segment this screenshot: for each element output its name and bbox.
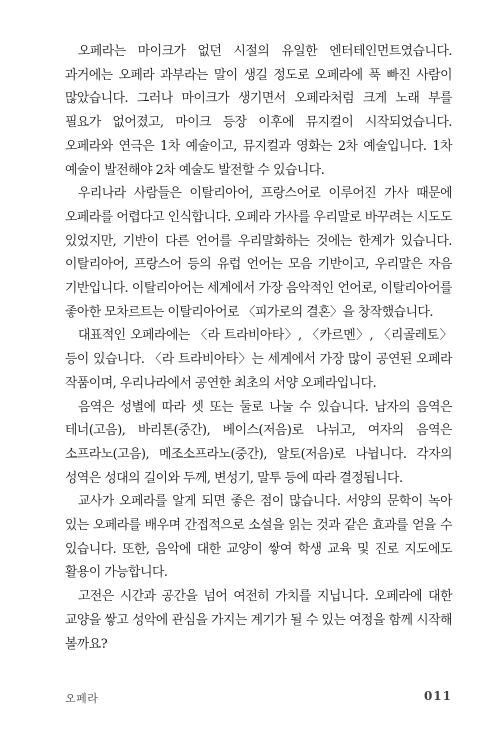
body-text xyxy=(65,40,452,656)
running-footer-title: 오페라 xyxy=(65,692,99,705)
paragraph-4: 음역은 성별에 따라 셋 또는 둘로 나눌 수 있습니다. 남자의 음역은 테너(고음), 바리톤(중간), 베이스(저음)로 나뉘고, 여자의 음역은 소프라노(고음), 메조소프라노(중간), 알토(저음)로 나뉩니다. 각자의 성역은 성대의 길이와 두께, 변성기, 말투 등에 따라 결정됩니다. xyxy=(65,399,452,486)
paragraph-1: 오페라는 마이크가 없던 시절의 유일한 엔터테인먼트였습니다. 과거에는 오페라 과부라는 말이 생길 정도로 오페라에 푹 빠진 사람이 많았습니다. 그러나 마이크가 생기면서 오페라처럼 크게 노래 부를 필요가 없어졌고, 마이크 등장 이후에 뮤지컬이 시작되었습니다. 오페라와 연극은 1차 예술이고, 뮤지컬과 영화는 2차 예술입니다. 1차 예술이 발전해야 2차 예술도 발전할 수 있습니다. xyxy=(65,44,452,178)
paragraph-5: 교사가 오페라를 알게 되면 좋은 점이 많습니다. 서양의 문학이 녹아 있는 오페라를 배우며 간접적으로 소설을 읽는 것과 같은 효과를 얻을 수 있습니다. 또한, 음악에 대한 교양이 쌓여 학생 교육 및 진로 지도에도 활용이 가능합니다. xyxy=(65,494,452,581)
page-number: 011 xyxy=(423,689,452,703)
paragraph-2: 우리나라 사람들은 이탈리아어, 프랑스어로 이루어진 가사 때문에 오페라를 어렵다고 인식합니다. 오페라 가사를 우리말로 바꾸려는 시도도 있었지만, 기반이 다른 언어를 우리말화하는 것에는 한계가 있습니다. 이탈리아어, 프랑스어 등의 유럽 언어는 모음 기반이고, 우리말은 자음 기반입니다. 이탈리아어는 세계에서 가장 음악적인 언어로, 이탈리아어를 좋아한 모차르트는 이탈리아어로 〈피가로의 결혼〉을 창작했습니다. xyxy=(65,186,452,320)
paragraph-3: 대표적인 오페라에는 〈라 트라비아타〉, 〈카르멘〉, 〈리골레토〉 등이 있습니다. 〈라 트라비아타〉는 세계에서 가장 많이 공연된 오페라 작품이며, 우리나라에서 공연한 최초의 서양 오페라입니다. xyxy=(65,328,452,391)
paragraph-6: 고전은 시간과 공간을 넘어 여전히 가치를 지닙니다. 오페라에 대한 교양을 쌓고 성악에 관심을 가지는 계기가 될 수 있는 여정을 함께 시작해 볼까요? xyxy=(65,589,452,652)
